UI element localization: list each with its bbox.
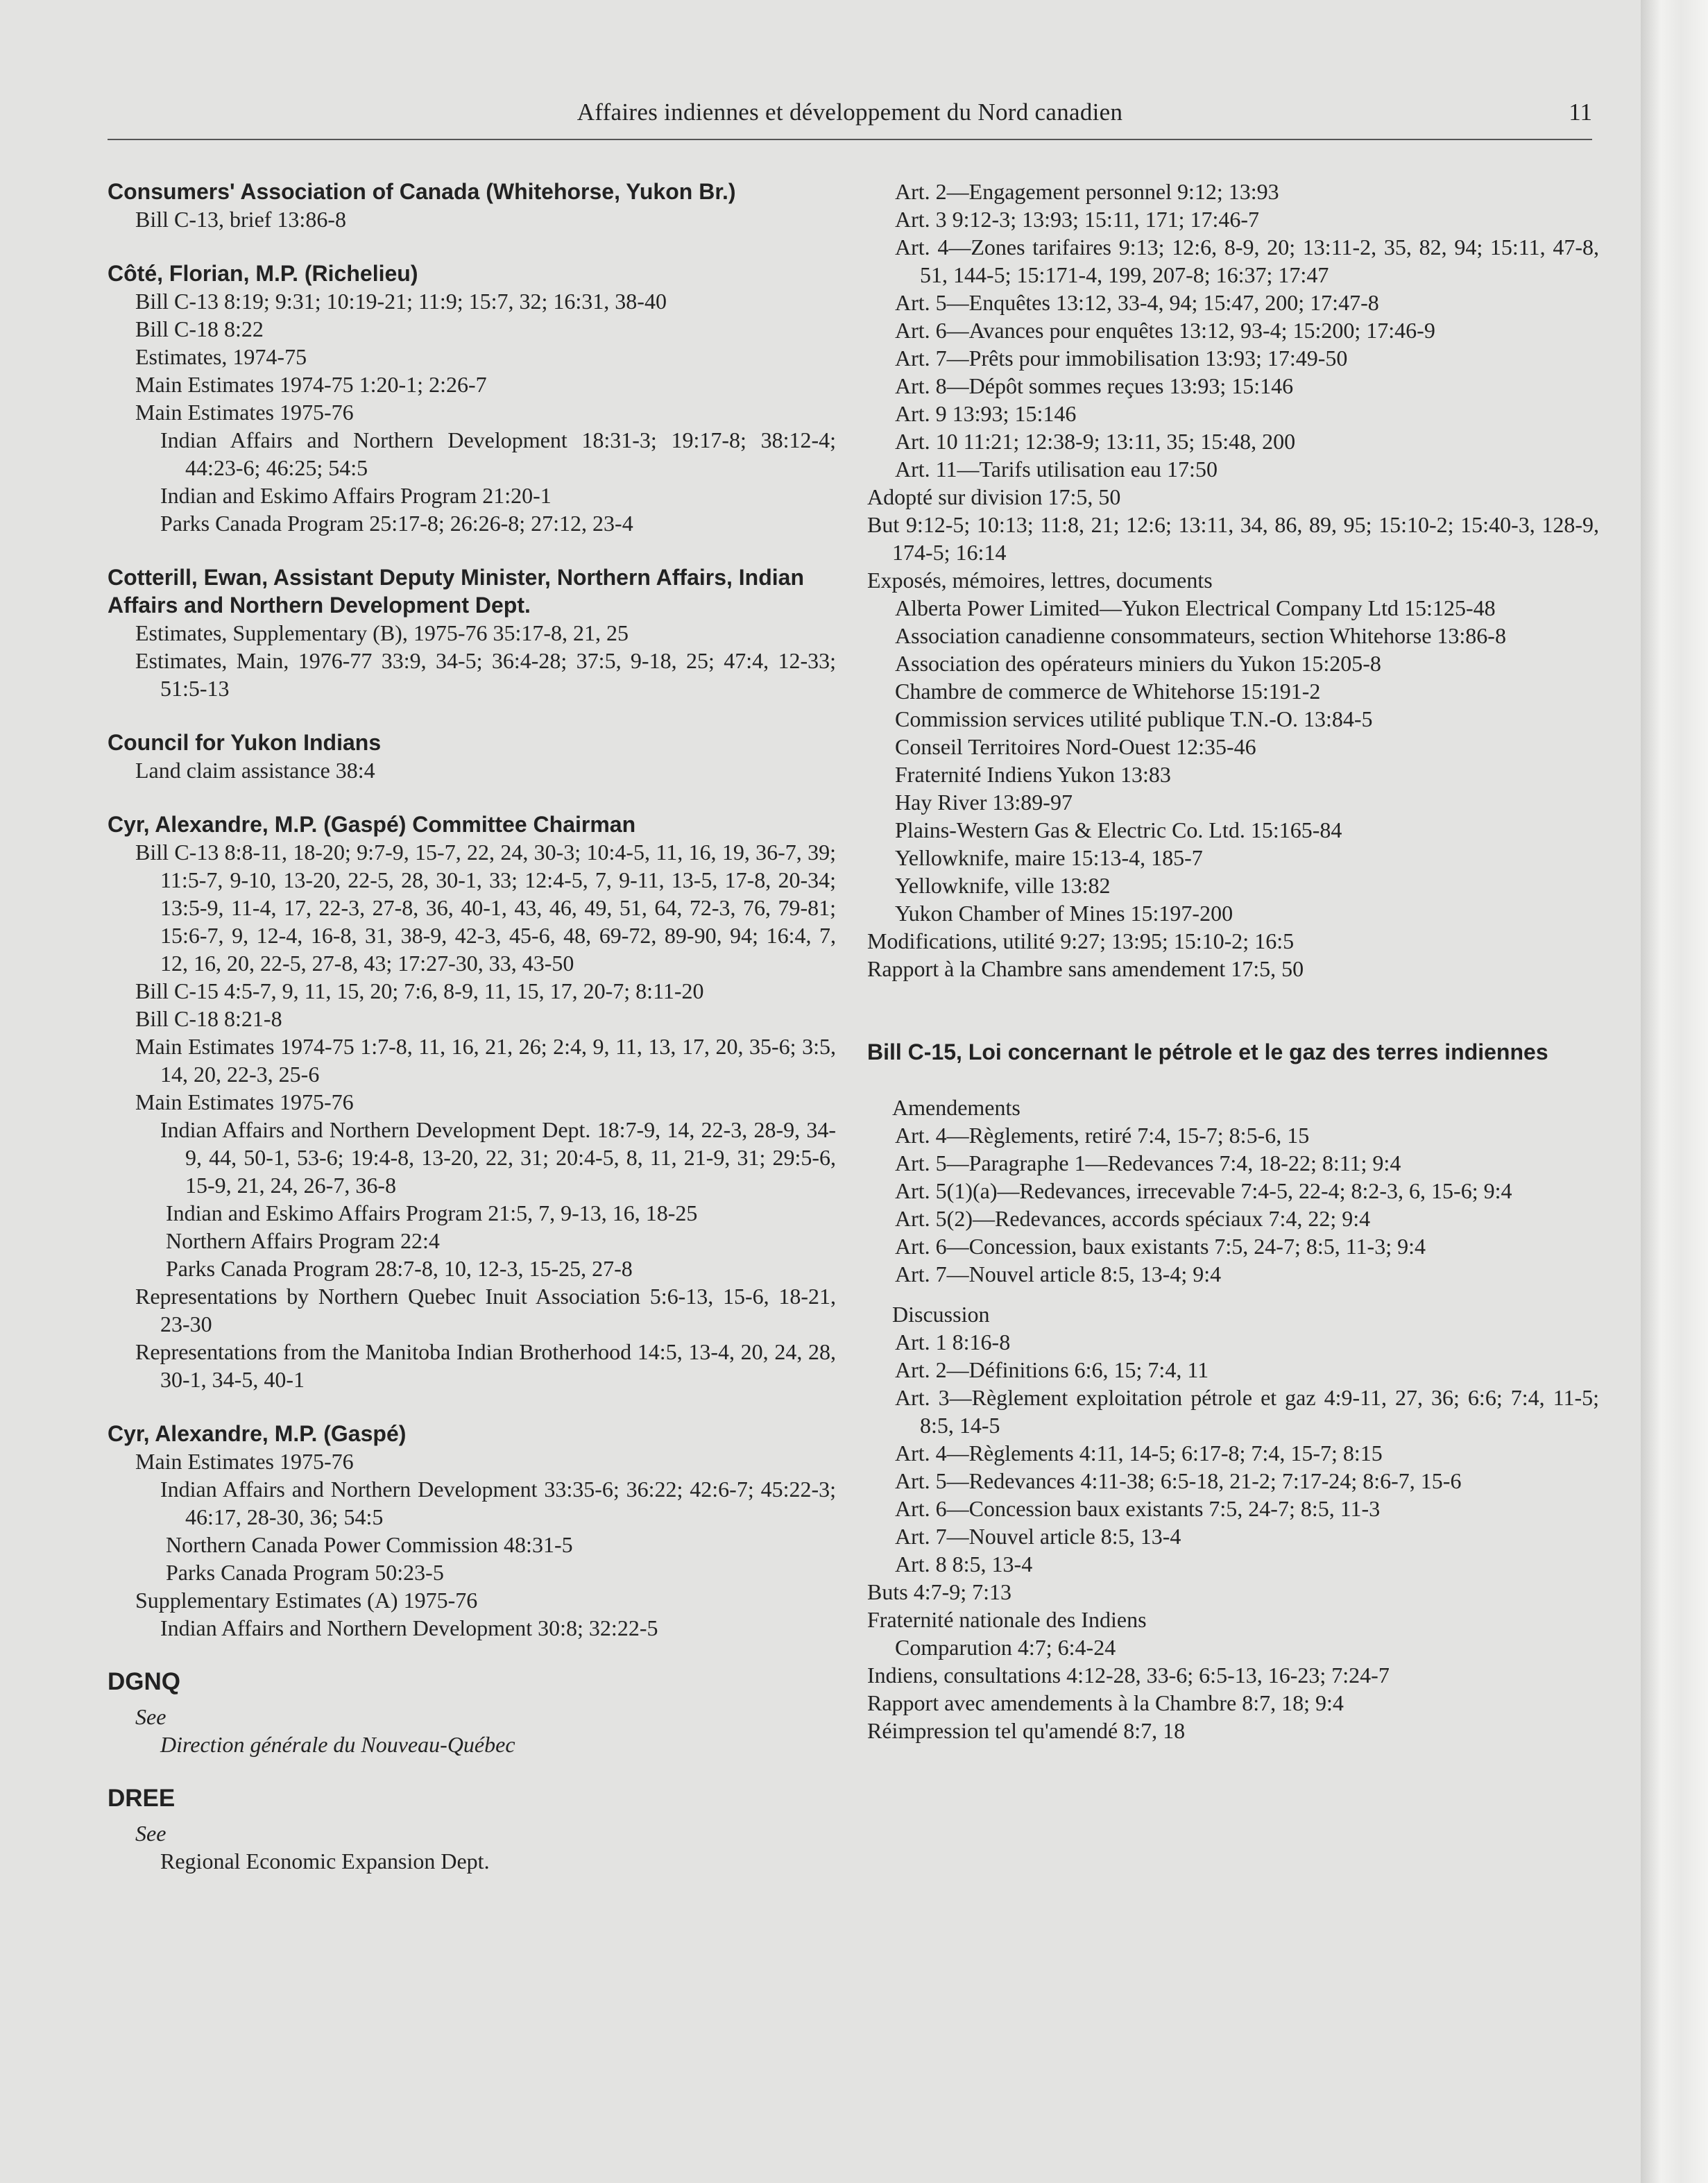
discussion-label: Discussion <box>892 1302 990 1327</box>
index-line: Réimpression tel qu'amendé 8:7, 18 <box>867 1718 1186 1743</box>
index-line: Art. 2—Définitions 6:6, 15; 7:4, 11 <box>895 1357 1209 1382</box>
index-line: Art. 11—Tarifs utilisation eau 17:50 <box>895 457 1218 482</box>
index-entry <box>108 178 836 233</box>
index-entry <box>108 729 836 784</box>
index-line: Direction générale du Nouveau-Québec <box>160 1732 515 1757</box>
index-line: Commission services utilité publique T.N.-O. 13:84-5 <box>895 706 1373 731</box>
index-line: Yellowknife, ville 13:82 <box>895 873 1111 898</box>
index-line: Main Estimates 1974-75 1:20-1; 2:26-7 <box>135 372 487 397</box>
entry-heading: DGNQ <box>108 1668 180 1695</box>
index-line: Association canadienne consommateurs, section Whitehorse 13:86-8 <box>895 623 1506 648</box>
entry-heading: DREE <box>108 1785 176 1812</box>
index-line: Alberta Power Limited—Yukon Electrical Company Ltd 15:125-48 <box>895 595 1496 620</box>
index-line: Fraternité nationale des Indiens <box>867 1607 1147 1632</box>
index-line: Bill C-13, brief 13:86-8 <box>135 207 346 232</box>
index-line: Art. 3 9:12-3; 13:93; 15:11, 171; 17:46-7 <box>895 207 1260 232</box>
index-line: Art. 4—Règlements, retiré 7:4, 15-7; 8:5-6, 15 <box>895 1123 1310 1148</box>
index-entry <box>108 563 836 702</box>
index-line: Indiens, consultations 4:12-28, 33-6; 6:5-13, 16-23; 7:24-7 <box>867 1663 1390 1688</box>
index-line: Exposés, mémoires, lettres, documents <box>867 568 1213 593</box>
index-line: Representations by Northern Quebec Inuit Association 5:6-13, 15-6, 18-21, 23-30 <box>135 1284 836 1336</box>
index-line: Art. 5—Paragraphe 1—Redevances 7:4, 18-22; 8:11; 9:4 <box>895 1150 1401 1175</box>
index-line: Art. 5—Redevances 4:11-38; 6:5-18, 21-2; 7:17-24; 8:6-7, 15-6 <box>895 1468 1462 1493</box>
index-line: Art. 7—Prêts pour immobilisation 13:93; 17:49-50 <box>895 346 1348 371</box>
index-line: Art. 5—Enquêtes 13:12, 33-4, 94; 15:47, 200; 17:47-8 <box>895 290 1379 315</box>
index-line: Main Estimates 1974-75 1:7-8, 11, 16, 21, 26; 2:4, 9, 11, 13, 17, 20, 35-6; 3:5, 14, 20, 22-3, 25-6 <box>135 1034 836 1087</box>
index-line: Main Estimates 1975-76 <box>135 1089 354 1114</box>
index-line: Plains-Western Gas & Electric Co. Ltd. 15:165-84 <box>895 817 1342 842</box>
entry-heading: Consumers' Association of Canada (Whitehorse, Yukon Br.) <box>108 179 736 204</box>
index-entry <box>108 1420 836 1642</box>
index-entry <box>108 810 836 1393</box>
index-line: See <box>135 1821 166 1846</box>
index-line: Parks Canada Program 25:17-8; 26:26-8; 27:12, 23-4 <box>160 511 633 536</box>
index-line: Art. 7—Nouvel article 8:5, 13-4 <box>895 1524 1181 1549</box>
index-line: Bill C-18 8:21-8 <box>135 1006 282 1031</box>
index-line: Main Estimates 1975-76 <box>135 400 354 425</box>
index-line: Modifications, utilité 9:27; 13:95; 15:10-2; 16:5 <box>867 928 1295 953</box>
utility-bill-continuation <box>867 178 1599 983</box>
index-line: Art. 4—Zones tarifaires 9:13; 12:6, 8-9, 20; 13:11-2, 35, 82, 94; 15:11, 47-8, 51, 144-5; 15:171-4, 199, 207-8; 16:37; 17:47 <box>895 235 1599 287</box>
index-line: Yukon Chamber of Mines 15:197-200 <box>895 901 1233 926</box>
header-title: Affaires indiennes et développement du Nord canadien <box>577 99 1123 126</box>
index-line: Indian Affairs and Northern Development 30:8; 32:22-5 <box>160 1615 658 1640</box>
right-column <box>867 178 1599 1744</box>
index-line: Chambre de commerce de Whitehorse 15:191-2 <box>895 679 1321 704</box>
index-line: Art. 6—Concession baux existants 7:5, 24-7; 8:5, 11-3 <box>895 1496 1381 1521</box>
index-line: Art. 2—Engagement personnel 9:12; 13:93 <box>895 179 1279 204</box>
index-line: Art. 4—Règlements 4:11, 14-5; 6:17-8; 7:4, 15-7; 8:15 <box>895 1441 1383 1466</box>
index-line: Conseil Territoires Nord-Ouest 12:35-46 <box>895 734 1256 759</box>
index-line: Estimates, 1974-75 <box>135 344 307 369</box>
index-line: Parks Canada Program 50:23-5 <box>166 1560 444 1585</box>
index-line: Rapport avec amendements à la Chambre 8:7, 18; 9:4 <box>867 1690 1344 1715</box>
index-line: Bill C-18 8:22 <box>135 316 264 341</box>
index-line: Adopté sur division 17:5, 50 <box>867 484 1121 509</box>
entry-heading: Cyr, Alexandre, M.P. (Gaspé) <box>108 1421 407 1446</box>
index-line: Art. 10 11:21; 12:38-9; 13:11, 35; 15:48, 200 <box>895 429 1296 454</box>
index-line: Indian and Eskimo Affairs Program 21:5, 7, 9-13, 16, 18-25 <box>166 1200 698 1225</box>
index-line: Indian Affairs and Northern Development 33:35-6; 36:22; 42:6-7; 45:22-3; 46:17, 28-30, 36; 54:5 <box>160 1477 836 1529</box>
index-line: Association des opérateurs miniers du Yukon 15:205-8 <box>895 651 1381 676</box>
index-line: Art. 3—Règlement exploitation pétrole et gaz 4:9-11, 27, 36; 6:6; 7:4, 11-5; 8:5, 14-5 <box>895 1385 1599 1438</box>
index-line: Art. 6—Avances pour enquêtes 13:12, 93-4; 15:200; 17:46-9 <box>895 318 1435 343</box>
index-line: Rapport à la Chambre sans amendement 17:5, 50 <box>867 956 1304 981</box>
left-column <box>108 178 836 1901</box>
index-entry <box>108 260 836 537</box>
index-entry <box>108 1668 836 1758</box>
index-line: Art. 9 13:93; 15:146 <box>895 401 1077 426</box>
index-line: But 9:12-5; 10:13; 11:8, 21; 12:6; 13:11, 34, 86, 89, 95; 15:10-2; 15:40-3, 128-9, 174-5; 16:14 <box>867 512 1599 565</box>
page-edge <box>1641 0 1708 2183</box>
index-line: Buts 4:7-9; 7:13 <box>867 1579 1012 1604</box>
index-line: Yellowknife, maire 15:13-4, 185-7 <box>895 845 1203 870</box>
index-line: Art. 8 8:5, 13-4 <box>895 1552 1033 1577</box>
index-line: Supplementary Estimates (A) 1975-76 <box>135 1588 478 1613</box>
amendements-list <box>867 1121 1599 1288</box>
index-line: Bill C-15 4:5-7, 9, 11, 15, 20; 7:6, 8-9, 11, 15, 17, 20-7; 8:11-20 <box>135 978 704 1003</box>
index-entry <box>108 1785 836 1875</box>
index-line: Fraternité Indiens Yukon 13:83 <box>895 762 1171 787</box>
entry-heading: Council for Yukon Indians <box>108 730 382 755</box>
index-line: Art. 6—Concession, baux existants 7:5, 24-7; 8:5, 11-3; 9:4 <box>895 1234 1426 1259</box>
index-line: Bill C-13 8:19; 9:31; 10:19-21; 11:9; 15:7, 32; 16:31, 38-40 <box>135 289 667 314</box>
index-line: Regional Economic Expansion Dept. <box>160 1849 490 1874</box>
index-line: Art. 5(2)—Redevances, accords spéciaux 7:4, 22; 9:4 <box>895 1206 1371 1231</box>
index-line: Art. 1 8:16-8 <box>895 1330 1011 1354</box>
entry-heading: Cyr, Alexandre, M.P. (Gaspé) Committee Chairman <box>108 812 636 837</box>
index-line: Indian Affairs and Northern Development Dept. 18:7-9, 14, 22-3, 28-9, 34-9, 44, 50-1, 53-6; 19:4-8, 13-20, 22, 31; 20:4-5, 8, 11, 21-9, 31; 29:5-6, 15-9, 21, 24, 26-7, 36-8 <box>160 1117 836 1198</box>
page-number: 11 <box>1569 99 1592 126</box>
index-line: Indian and Eskimo Affairs Program 21:20-1 <box>160 483 552 508</box>
index-line: Estimates, Supplementary (B), 1975-76 35:17-8, 21, 25 <box>135 620 629 645</box>
index-line: See <box>135 1704 166 1729</box>
index-line: Parks Canada Program 28:7-8, 10, 12-3, 15-25, 27-8 <box>166 1256 633 1281</box>
index-line: Art. 7—Nouvel article 8:5, 13-4; 9:4 <box>895 1262 1222 1286</box>
index-line: Comparution 4:7; 6:4-24 <box>895 1635 1116 1660</box>
discussion-list <box>867 1328 1599 1744</box>
index-line: Hay River 13:89-97 <box>895 790 1073 815</box>
index-line: Estimates, Main, 1976-77 33:9, 34-5; 36:4-28; 37:5, 9-18, 25; 47:4, 12-33; 51:5-13 <box>135 648 836 701</box>
running-header <box>108 97 1592 140</box>
entry-heading: Côté, Florian, M.P. (Richelieu) <box>108 261 418 286</box>
index-line: Art. 8—Dépôt sommes reçues 13:93; 15:146 <box>895 373 1294 398</box>
amendements-label: Amendements <box>892 1095 1020 1120</box>
index-line: Land claim assistance 38:4 <box>135 758 375 783</box>
index-line: Northern Canada Power Commission 48:31-5 <box>166 1532 573 1557</box>
index-line: Art. 5(1)(a)—Redevances, irrecevable 7:4-5, 22-4; 8:2-3, 6, 15-6; 9:4 <box>895 1178 1512 1203</box>
index-line: Representations from the Manitoba Indian Brotherhood 14:5, 13-4, 20, 24, 28, 30-1, 34-5, 40-1 <box>135 1339 836 1392</box>
index-line: Main Estimates 1975-76 <box>135 1449 354 1474</box>
entry-heading: Cotterill, Ewan, Assistant Deputy Minister, Northern Affairs, Indian Affairs and Northern Development Dept. <box>108 565 804 618</box>
index-line: Bill C-13 8:8-11, 18-20; 9:7-9, 15-7, 22, 24, 30-3; 10:4-5, 11, 16, 19, 36-7, 39; 11:5-7, 9-10, 13-20, 22-5, 28, 30-1, 33; 12:4-5, 7, 9-11, 13-5, 17-8, 20-34; 13:5-9, 11-4, 17, 22-3, 27-8, 36, 40-1, 43, 46, 49, 51, 64, 72-3, 76, 79-81; 15:6-7, 9, 12-4, 16-8, 31, 38-9, 42-3, 45-6, 48, 69-72, 89-90, 94; 16:4, 7, 12, 16, 20, 22-5, 27-8, 43; 17:27-30, 33, 43-50 <box>135 840 836 976</box>
index-line: Northern Affairs Program 22:4 <box>166 1228 440 1253</box>
index-line: Indian Affairs and Northern Development 18:31-3; 19:17-8; 38:12-4; 44:23-6; 46:25; 54:5 <box>160 427 836 480</box>
bill-c15-heading: Bill C-15, Loi concernant le pétrole et le gaz des terres indiennes <box>867 1039 1548 1064</box>
